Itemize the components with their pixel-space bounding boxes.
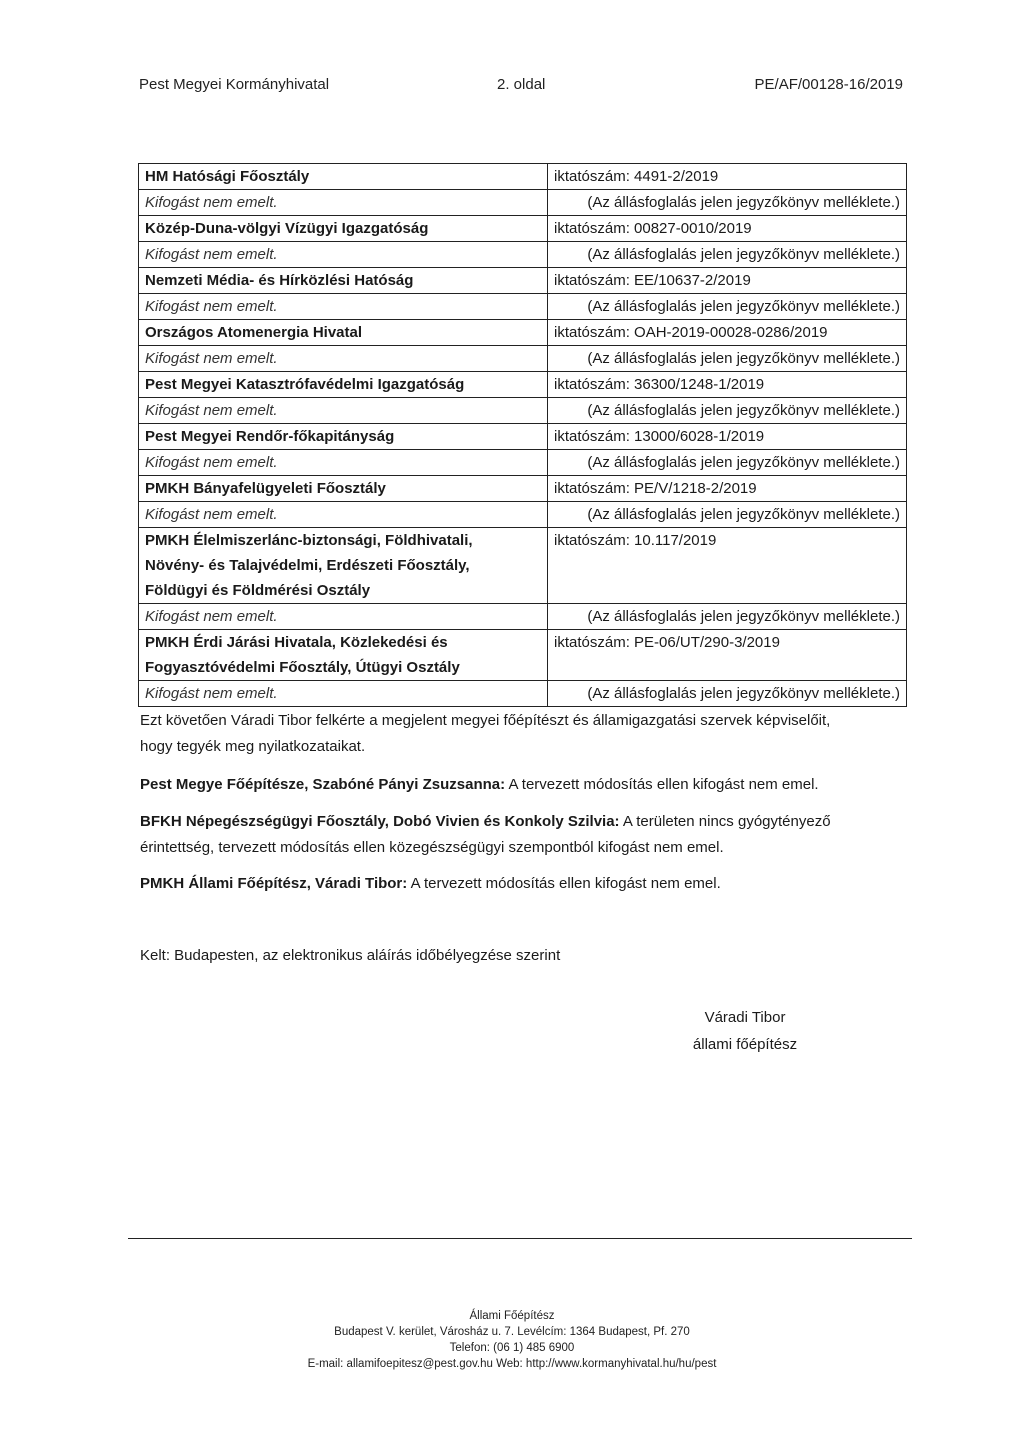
statement-state-architect [140, 871, 910, 897]
agency-status: Kifogást nem emelt. [139, 604, 548, 630]
agency-status-row [139, 294, 907, 320]
agency-annex-note: (Az állásfoglalás jelen jegyzőkönyv melléklete.) [548, 450, 907, 476]
footer-contact: E-mail: allamifoepitesz@pest.gov.hu Web: http://www.kormanyhivatal.hu/hu/pest [307, 1358, 717, 1370]
statement-speaker: Pest Megye Főépítésze, Szabóné Pányi Zsuzsanna: [140, 776, 506, 793]
statement-text: A tervezett módosítás ellen kifogást nem emel. [407, 875, 721, 892]
agency-name-line: Közép-Duna-völgyi Vízügyi Igazgatóság [145, 220, 429, 237]
agency-name [139, 268, 548, 294]
agency-name-line: HM Hatósági Főosztály [145, 168, 310, 185]
agency-annex-note: (Az állásfoglalás jelen jegyzőkönyv melléklete.) [548, 604, 907, 630]
intro-line-1: Ezt követően Váradi Tibor felkérte a megjelent megyei főépítészt és államigazgatási szervek képviselőit, [140, 712, 831, 729]
agency-status: Kifogást nem emelt. [139, 242, 548, 268]
statement-speaker: PMKH Állami Főépítész, Váradi Tibor: [140, 875, 408, 892]
page-header [139, 76, 903, 98]
agency-annex-note: (Az állásfoglalás jelen jegyzőkönyv melléklete.) [548, 242, 907, 268]
agency-name-line: Pest Megyei Katasztrófavédelmi Igazgatóság [145, 376, 465, 393]
agency-table [138, 163, 907, 707]
signature-title: állami főépítész [692, 1036, 798, 1053]
agency-name-line: Pest Megyei Rendőr-főkapitányság [145, 428, 395, 445]
agency-status-row [139, 398, 907, 424]
statement-speaker: BFKH Népegészségügyi Főosztály, Dobó Vivien és Konkoly Szilvia: [140, 813, 620, 830]
agency-name [139, 164, 548, 190]
agency-status-row [139, 242, 907, 268]
agency-annex-note: (Az állásfoglalás jelen jegyzőkönyv melléklete.) [548, 346, 907, 372]
agency-name [139, 424, 548, 450]
signature-name: Váradi Tibor [704, 1009, 786, 1026]
statement-county-architect [140, 772, 910, 798]
agency-annex-note: (Az állásfoglalás jelen jegyzőkönyv melléklete.) [548, 681, 907, 707]
statement-text-continued: érintettség, tervezett módosítás ellen közegészségügyi szempontból kifogást nem emel. [140, 839, 724, 856]
dated-line: Kelt: Budapesten, az elektronikus aláírás időbélyegzése szerint [140, 947, 561, 964]
agency-name-line: Fogyasztóvédelmi Főosztály, Útügyi Osztály [145, 659, 460, 676]
agency-annex-note: (Az állásfoglalás jelen jegyzőkönyv melléklete.) [548, 502, 907, 528]
header-office: Pest Megyei Kormányhivatal [139, 76, 330, 93]
agency-name-line: Országos Atomenergia Hivatal [145, 324, 363, 341]
agency-reference-number: iktatószám: EE/10637-2/2019 [548, 268, 907, 294]
agency-status: Kifogást nem emelt. [139, 450, 548, 476]
agency-name [139, 630, 548, 681]
agency-row [139, 528, 907, 604]
agency-name [139, 476, 548, 502]
agency-name-line: PMKH Élelmiszerlánc-biztonsági, Földhivatali, [145, 532, 473, 549]
agency-name-line: PMKH Érdi Járási Hivatala, Közlekedési és [145, 634, 448, 651]
footer-address: Budapest V. kerület, Városház u. 7. Levélcím: 1364 Budapest, Pf. 270 [334, 1326, 690, 1338]
agency-status: Kifogást nem emelt. [139, 346, 548, 372]
agency-status: Kifogást nem emelt. [139, 502, 548, 528]
signature-block [660, 1004, 830, 1058]
agency-reference-number: iktatószám: 13000/6028-1/2019 [548, 424, 907, 450]
agency-status: Kifogást nem emelt. [139, 398, 548, 424]
agency-reference-number: iktatószám: 10.117/2019 [548, 528, 907, 604]
agency-status: Kifogást nem emelt. [139, 294, 548, 320]
agency-name [139, 528, 548, 604]
page-footer [0, 1308, 1024, 1372]
agency-status-row [139, 190, 907, 216]
intro-paragraph [140, 708, 910, 760]
agency-row [139, 424, 907, 450]
agency-status-row [139, 346, 907, 372]
agency-status-row [139, 604, 907, 630]
agency-status: Kifogást nem emelt. [139, 681, 548, 707]
footer-phone: Telefon: (06 1) 485 6900 [449, 1342, 575, 1354]
footer-divider [128, 1238, 912, 1239]
agency-status: Kifogást nem emelt. [139, 190, 548, 216]
agency-annex-note: (Az állásfoglalás jelen jegyzőkönyv melléklete.) [548, 190, 907, 216]
agency-status-row [139, 450, 907, 476]
agency-name-line: Nemzeti Média- és Hírközlési Hatóság [145, 272, 414, 289]
agency-name [139, 372, 548, 398]
agency-annex-note: (Az állásfoglalás jelen jegyzőkönyv melléklete.) [548, 398, 907, 424]
header-reference-number: PE/AF/00128-16/2019 [754, 76, 903, 93]
agency-reference-number: iktatószám: OAH-2019-00028-0286/2019 [548, 320, 907, 346]
agency-row [139, 320, 907, 346]
agency-row [139, 164, 907, 190]
footer-org: Állami Főépítész [469, 1310, 555, 1322]
agency-name [139, 320, 548, 346]
agency-name-line: Növény- és Talajvédelmi, Erdészeti Főosztály, [145, 557, 470, 574]
agency-row [139, 476, 907, 502]
agency-reference-number: iktatószám: PE/V/1218-2/2019 [548, 476, 907, 502]
agency-name-line: Földügyi és Földmérési Osztály [145, 582, 371, 599]
statement-public-health [140, 809, 910, 861]
agency-status-row [139, 502, 907, 528]
statement-text: A tervezett módosítás ellen kifogást nem emel. [505, 776, 819, 793]
statement-text: A területen nincs gyógytényező [619, 813, 831, 830]
agency-row [139, 216, 907, 242]
agency-name-line: PMKH Bányafelügyeleti Főosztály [145, 480, 386, 497]
agency-reference-number: iktatószám: 00827-0010/2019 [548, 216, 907, 242]
agency-reference-number: iktatószám: 4491-2/2019 [548, 164, 907, 190]
agency-annex-note: (Az állásfoglalás jelen jegyzőkönyv melléklete.) [548, 294, 907, 320]
agency-row [139, 268, 907, 294]
agency-status-row [139, 681, 907, 707]
header-page-number: 2. oldal [497, 76, 546, 93]
agency-row [139, 372, 907, 398]
agency-reference-number: iktatószám: PE-06/UT/290-3/2019 [548, 630, 907, 681]
intro-line-2: hogy tegyék meg nyilatkozataikat. [140, 738, 366, 755]
agency-row [139, 630, 907, 681]
agency-reference-number: iktatószám: 36300/1248-1/2019 [548, 372, 907, 398]
agency-name [139, 216, 548, 242]
